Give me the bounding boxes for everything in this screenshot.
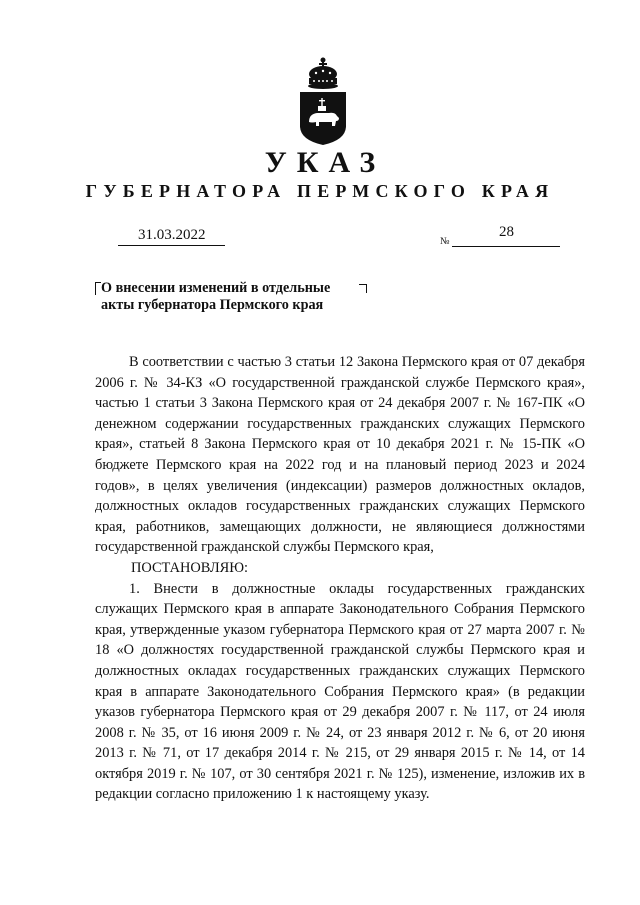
number-underline — [452, 246, 560, 247]
document-heading — [101, 280, 330, 314]
heading-bracket-right — [359, 284, 367, 293]
clause-1-paragraph: 1. Внести в должностные оклады государственных гражданских служащих Пермского края в аппарате Законодательного Собрания Пермского края, утвержденные указом губернатора Пермского края от 27 марта 2007 г. № 18 «О должностях государственной гражданской службы Пермского края и должностных окладах государственных гражданских служащих Пермского края в аппарате Законодательного Собрания Пермского края» (в редакции указов губернатора Пермского края от 29 декабря 2007 г. № 117, от 24 июля 2008 г. № 35, от 16 июня 2009 г. № 24, от 23 января 2012 г. № 6, от 20 июня 2013 г. № 71, от 17 декабря 2014 г. № 215, от 29 января 2015 г. № 14, от 14 октября 2019 г. № 107, от 30 сентября 2021 г. № 125), изменение, изложив их в редакции согласно приложению 1 к настоящему указу. — [95, 580, 585, 803]
document-date: 31.03.2022 — [138, 227, 206, 243]
document-title: УКАЗ — [264, 146, 386, 179]
coat-of-arms-icon — [297, 56, 349, 146]
document-body — [95, 352, 585, 805]
number-sign: № — [440, 236, 450, 247]
document-subtitle: ГУБЕРНАТОРА ПЕРМСКОГО КРАЯ — [85, 181, 555, 201]
preamble-paragraph: В соответствии с частью 3 статьи 12 Закона Пермского края от 07 декабря 2006 г. № 34-КЗ «О государственной гражданской службе Пермского края», частью 1 статьи 3 Закона Пермского края от 24 декабря 2007 г. № 167-ПК «О денежном содержании государственных гражданских служащих Пермского края», статьей 8 Закона Пермского края от 10 декабря 2021 г. № 15-ПК «О бюджете Пермского края на 2022 год и на плановый период 2023 и 2024 годов», в целях увеличения (индексации) размеров должностных окладов, должностных окладов государственных гражданских служащих Пермского края, работников, замещающих должности, не являющиеся должностями государственной гражданской службы Пермского края, — [95, 354, 585, 556]
decree-word: ПОСТАНОВЛЯЮ: — [131, 559, 249, 576]
document-number: 28 — [499, 224, 514, 240]
heading-line-1: О внесении изменений в отдельные — [101, 280, 331, 296]
heading-line-2: акты губернатора Пермского края — [101, 297, 324, 313]
date-underline — [118, 245, 225, 246]
